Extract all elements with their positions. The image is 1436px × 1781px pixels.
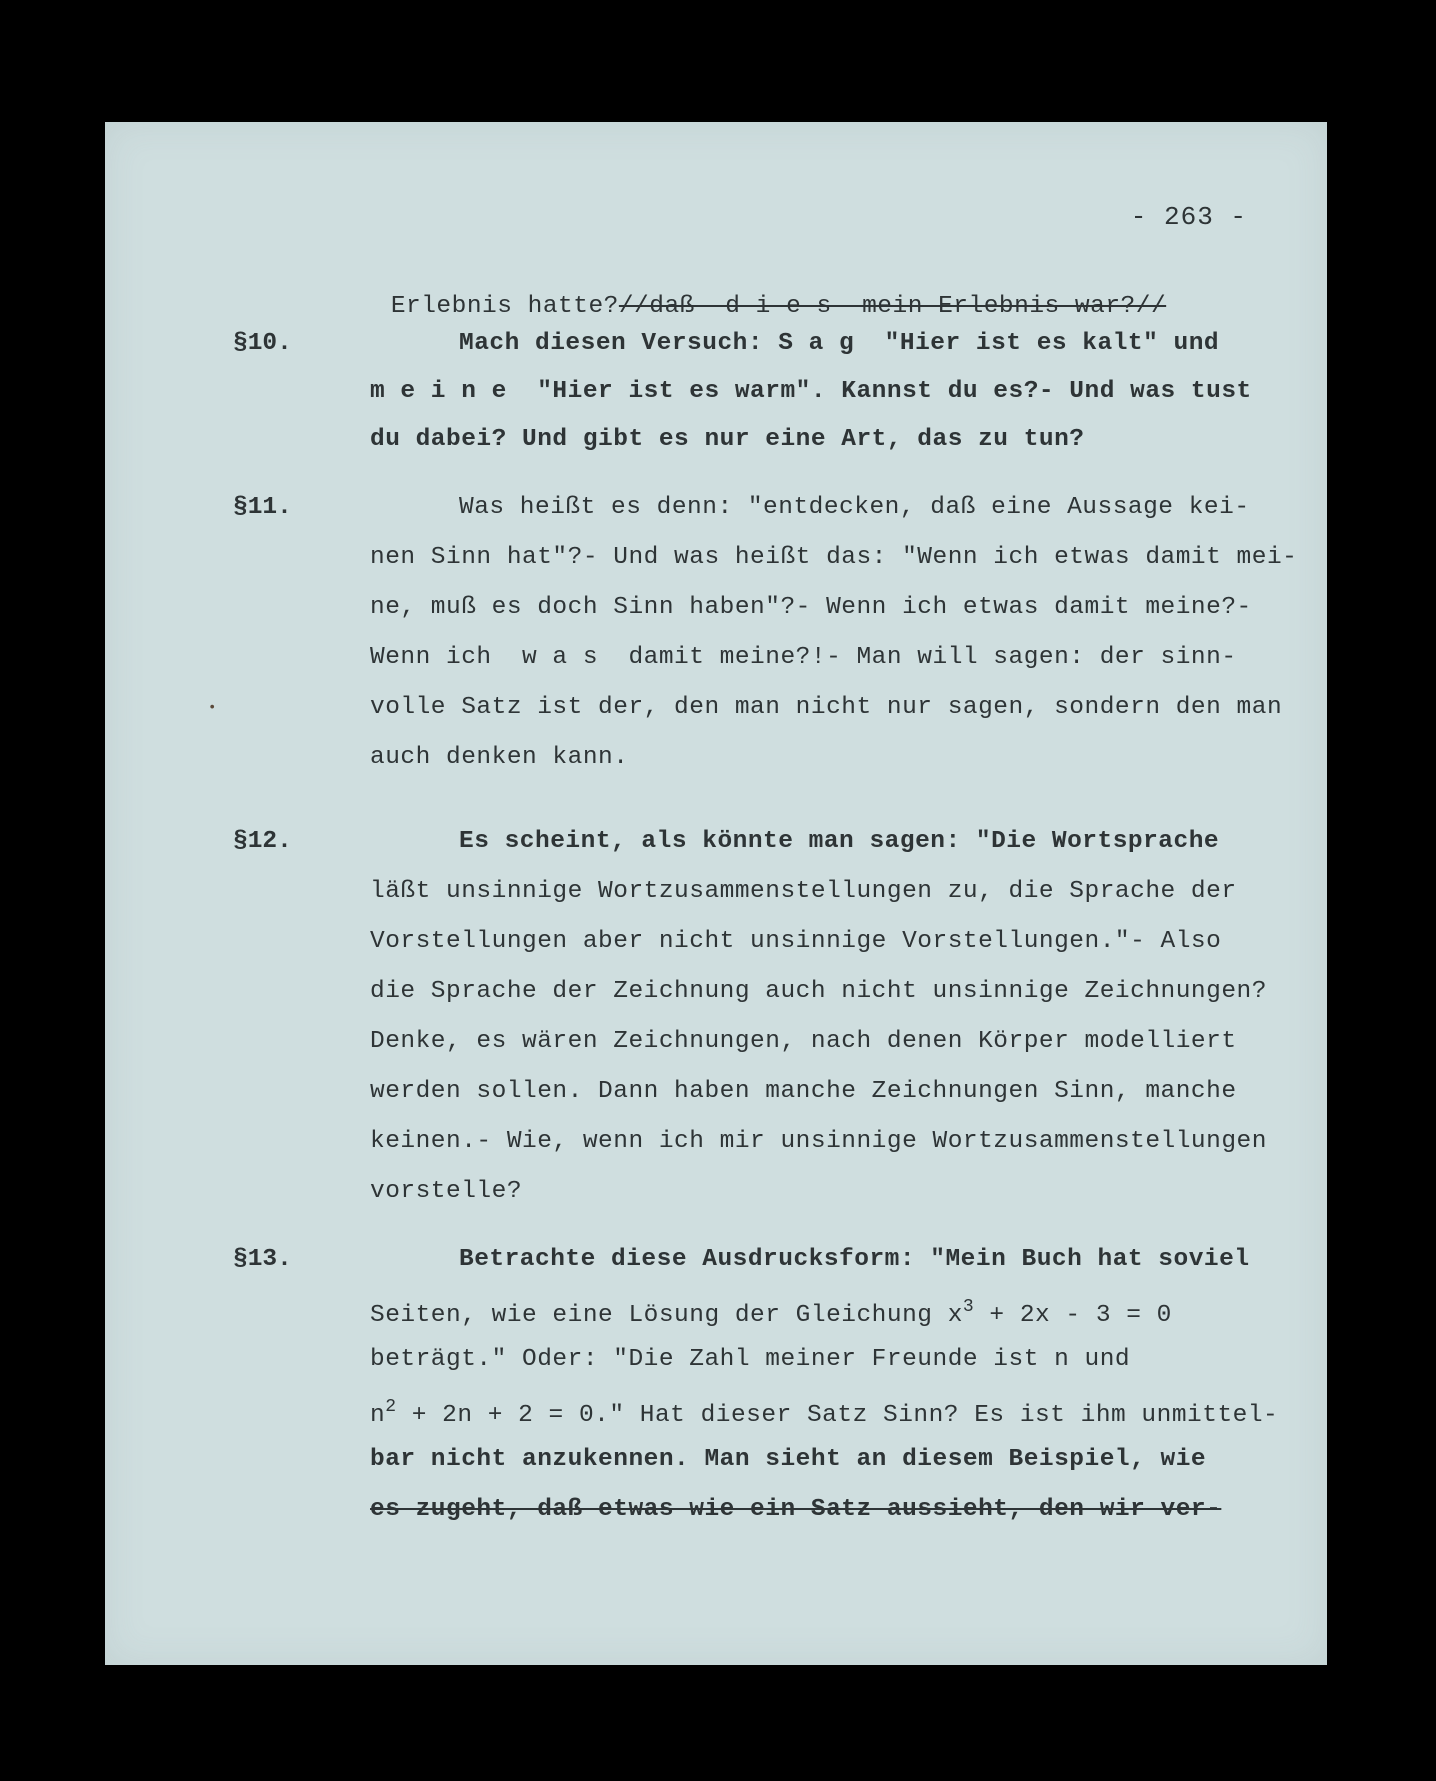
equation-1-exponent: 3 [962,1297,975,1317]
equation-2-exponent: 2 [385,1397,397,1417]
ink-mark: • [208,700,217,716]
section-12-line-7: keinen.- Wie, wenn ich mir unsinnige Wortzusammenstellungen [370,1128,1267,1155]
section-13-line-1: Betrachte diese Ausdrucksform: "Mein Buch hat soviel [459,1246,1250,1273]
section-12-line-4: die Sprache der Zeichnung auch nicht unsinnige Zeichnungen? [370,978,1267,1005]
page-number: - 263 - [1130,202,1247,232]
section-number-11: §11. [233,494,292,521]
section-10-line-3: du dabei? Und gibt es nur eine Art, das zu tun? [370,426,1085,453]
section-11-line-1: Was heißt es denn: "entdecken, daß eine Aussage kei- [459,494,1250,521]
first-line-text: Erlebnis hatte? [390,292,619,320]
section-10-line-1: Mach diesen Versuch: S a g "Hier ist es kalt" und [459,330,1220,357]
section-12-line-6: werden sollen. Dann haben manche Zeichnungen Sinn, manche [370,1078,1237,1105]
section-13-struck-line: es zugeht, daß etwas wie ein Satz aussieht, den wir ver- [370,1496,1222,1523]
struck-text: //daß d i e s mein Erlebnis war?// [618,292,1167,320]
typescript-page [105,122,1327,1665]
section-11-line-5: volle Satz ist der, den man nicht nur sagen, sondern den man [370,694,1283,721]
equation-1-lead: Seiten, wie eine Lösung der Gleichung x [370,1302,963,1329]
equation-1-rest: + 2x - 3 = 0 [974,1302,1172,1329]
equation-2-lead: n [370,1402,386,1429]
section-12-line-2: läßt unsinnige Wortzusammenstellungen zu, die Sprache der [370,878,1237,905]
section-number-12: §12. [233,828,292,855]
section-11-line-4: Wenn ich w a s damit meine?!- Man will sagen: der sinn- [370,644,1237,671]
section-11-line-2: nen Sinn hat"?- Und was heißt das: "Wenn ich etwas damit mei- [370,544,1298,571]
section-12-line-1: Es scheint, als könnte man sagen: "Die Wortsprache [459,828,1220,855]
section-11-line-3: ne, muß es doch Sinn haben"?- Wenn ich etwas damit meine?- [370,594,1252,621]
section-13-line-2 [370,1298,1172,1329]
section-13-line-4 [370,1398,1278,1429]
section-number-10: §10. [233,330,292,357]
section-12-line-5: Denke, es wären Zeichnungen, nach denen Körper modelliert [370,1028,1237,1055]
section-number-13: §13. [233,1246,292,1273]
section-12-line-8: vorstelle? [370,1178,523,1205]
equation-2-rest: + 2n + 2 = 0." Hat dieser Satz Sinn? Es ist ihm unmittel- [396,1402,1279,1429]
section-11-line-6: auch denken kann. [370,744,629,771]
section-13-line-5: bar nicht anzukennen. Man sieht an diesem Beispiel, wie [370,1446,1207,1473]
section-10-line-2: m e i n e "Hier ist es warm". Kannst du es?- Und was tust [370,378,1252,405]
section-12-line-3: Vorstellungen aber nicht unsinnige Vorstellungen."- Also [370,928,1222,955]
section-13-line-3: beträgt." Oder: "Die Zahl meiner Freunde ist n und [370,1346,1131,1373]
